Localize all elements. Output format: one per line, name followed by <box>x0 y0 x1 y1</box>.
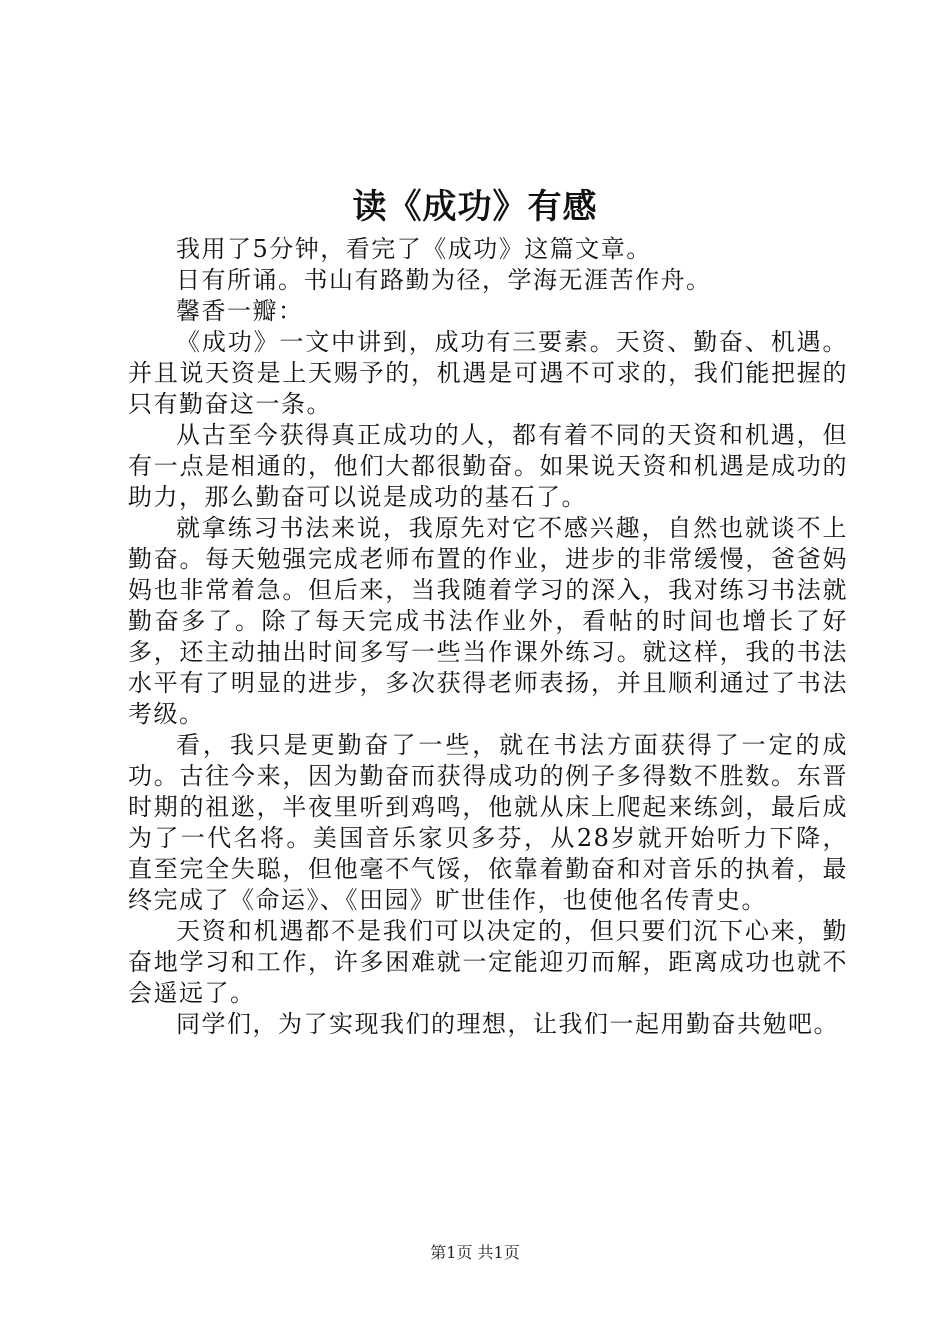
page-number-footer: 第1页 共1页 <box>430 1243 520 1262</box>
paragraph-4: 《成功》一文中讲到，成功有三要素。天资、勤奋、机遇。并且说天资是上天赐予的，机遇是可遇不可求的，我们能把握的只有勤奋这一条。 <box>128 328 848 418</box>
paragraph-1: 我用了5分钟，看完了《成功》这篇文章。 <box>176 235 652 263</box>
document-title: 读《成功》有感 <box>352 187 598 227</box>
paragraph-6: 就拿练习书法来说，我原先对它不感兴趣，自然也就谈不上勤奋。每天勉强完成老师布置的作业，进步的非常缓慢，爸爸妈妈也非常着急。但后来，当我随着学习的深入，我对练习书法就勤奋多了。除了每天完成书法作业外，看帖的时间也增长了好多，还主动抽出时间多写一些当作课外练习。就这样，我的书法水平有了明显的进步，多次获得老师表扬，并且顺利通过了书法考级。 <box>128 514 848 728</box>
paragraph-9: 同学们，为了实现我们的理想，让我们一起用勤奋共勉吧。 <box>176 1010 839 1038</box>
paragraph-8: 天资和机遇都不是我们可以决定的，但只要们沉下心来，勤奋地学习和工作，许多困难就一定能迎刃而解，距离成功也就不会遥远了。 <box>128 917 848 1007</box>
document-body <box>128 234 848 1040</box>
paragraph-5: 从古至今获得真正成功的人，都有着不同的天资和机遇，但有一点是相通的，他们大都很勤奋。如果说天资和机遇是成功的助力，那么勤奋可以说是成功的基石了。 <box>128 421 848 511</box>
paragraph-2: 日有所诵。书山有路勤为径，学海无涯苦作舟。 <box>176 266 712 294</box>
paragraph-7: 看，我只是更勤奋了一些，就在书法方面获得了一定的成功。古往今来，因为勤奋而获得成功的例子多得数不胜数。东晋时期的祖逖，半夜里听到鸡鸣，他就从床上爬起来练剑，最后成为了一代名将。美国音乐家贝多芬，从28岁就开始听力下降，直至完全失聪，但他毫不气馁，依靠着勤奋和对音乐的执着，最终完成了《命运》、《田园》旷世佳作，也使他名传青史。 <box>128 731 848 914</box>
paragraph-3: 馨香一瓣： <box>176 297 304 325</box>
